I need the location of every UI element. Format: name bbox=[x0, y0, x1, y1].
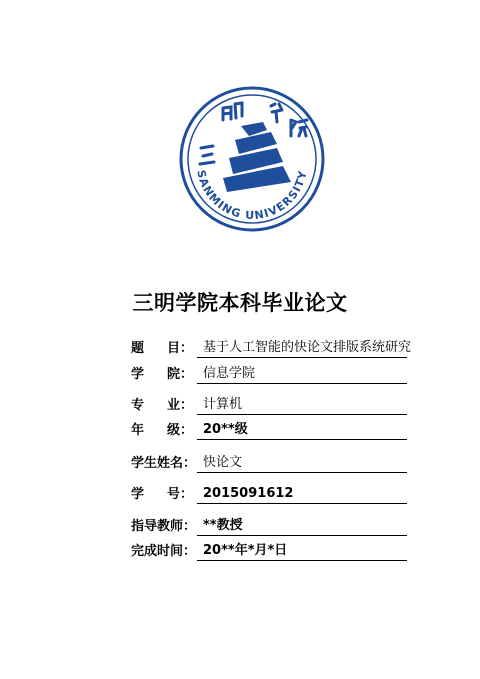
university-seal-logo bbox=[179, 86, 325, 232]
field-student-id-row bbox=[131, 482, 407, 504]
field-grade-row bbox=[131, 418, 407, 440]
field-college-row bbox=[131, 362, 407, 384]
field-student-name-label: 学生姓名： bbox=[131, 456, 197, 471]
field-topic-value: 基于人工智能的快论文排版系统研究 bbox=[197, 339, 407, 358]
field-grade-label: 年 级： bbox=[131, 423, 193, 438]
field-grade-value: 20**级 bbox=[197, 421, 407, 440]
field-student-id-value: 2015091612 bbox=[197, 485, 407, 504]
field-student-name-row bbox=[131, 451, 407, 473]
field-topic-row bbox=[131, 336, 412, 358]
field-advisor-value: **教授 bbox=[197, 517, 407, 536]
seal-english-text: SANMING UNIVERSITY bbox=[194, 168, 310, 223]
field-college-value: 信息学院 bbox=[197, 365, 407, 384]
field-major-label: 专 业： bbox=[131, 398, 193, 413]
field-topic-label: 题 目： bbox=[131, 341, 193, 356]
field-student-name-value: 快论文 bbox=[197, 454, 407, 473]
thesis-title: 三明学院本科毕业论文 bbox=[132, 291, 348, 315]
field-completion-date-row bbox=[131, 539, 407, 561]
field-completion-date-value: 20**年*月*日 bbox=[197, 542, 407, 561]
field-completion-date-label: 完成时间： bbox=[131, 544, 197, 559]
field-student-id-label: 学 号： bbox=[131, 487, 193, 502]
field-advisor-label: 指导教师： bbox=[131, 519, 197, 534]
field-major-row bbox=[131, 393, 407, 415]
field-college-label: 学 院： bbox=[131, 367, 193, 382]
field-major-value: 计算机 bbox=[197, 396, 407, 415]
field-advisor-row bbox=[131, 514, 407, 536]
